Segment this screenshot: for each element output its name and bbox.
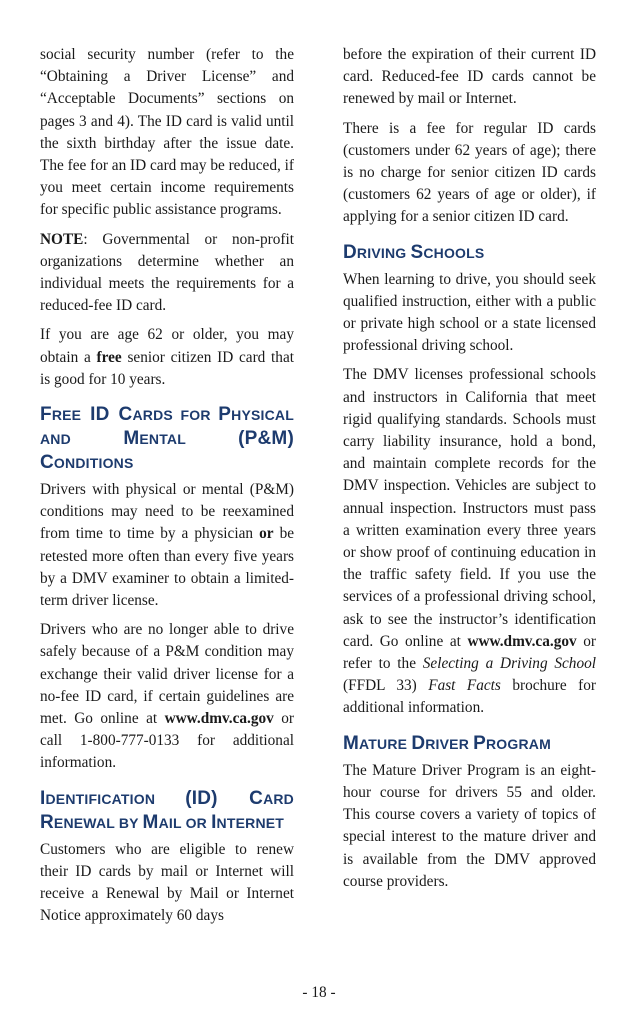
text-run: If you are age 62 or older, you may obtain a — [40, 326, 294, 366]
text-run: or refer to the — [343, 632, 596, 673]
paragraph-qualified-instruction: When learning to drive, you should seek qualified instruction, either with a public or private high school or a state licensed professional driving school. — [343, 270, 596, 355]
heading-mature-driver-program: MATURE DRIVER PROGRAM — [343, 732, 551, 754]
text-run: or call 1-800-777-0133 for additional information. — [40, 710, 294, 772]
paragraph-senior-id — [40, 324, 294, 391]
dmv-website-link[interactable]: www.dmv.ca.gov — [164, 710, 274, 728]
paragraph-id-card-validity: social security number (refer to the “Obtaining a Driver License” and “Acceptable Documents” sections on pages 3 and 4). The ID card is valid until the sixth birthday after the issue date. The fee for an ID card may be reduced, if you meet certain income requirements for specific public assistance programs. — [40, 46, 294, 219]
text-run: (FFDL 33) — [343, 677, 429, 695]
paragraph-pm-exchange — [40, 619, 294, 774]
text-run: be retested more often than every five years by a DMV examiner to obtain a limited-term driver license. — [40, 525, 295, 610]
left-column — [40, 44, 294, 935]
paragraph-renewal-eligibility: Customers who are eligible to renew their ID cards by mail or Internet will receive a Renewal by Mail or Internet Notice approximately 60 days — [40, 840, 294, 925]
page-number: - 18 - — [302, 984, 336, 1001]
bold-free: free — [96, 348, 122, 366]
heading-free-id-cards: FREE ID CARDS FOR PHYSICAL AND MENTAL (P&M) CONDITIONS — [40, 404, 294, 474]
paragraph-mature-driver: The Mature Driver Program is an eight-hour course for drivers 55 and older. This course covers a variety of topics of special interest to the mature driver and is available from the DMV approved course providers. — [343, 761, 596, 890]
bold-or: or — [259, 525, 274, 543]
paragraph-pm-reexam — [40, 479, 294, 612]
paragraph-note — [40, 229, 294, 318]
dmv-website-link[interactable]: www.dmv.ca.gov — [467, 632, 577, 650]
right-column — [343, 44, 596, 900]
heading-driving-schools: DRIVING SCHOOLS — [343, 241, 485, 263]
text-run: brochure for additional information. — [343, 677, 596, 717]
text-run: The DMV licenses professional schools and instructors in California that meet rigid qualifying standards. Schools must carry liability insurance, hold a bond, and maintain complete records for the DMV inspection. Vehicles are subject to annual inspection. Instructors must pass a written examination every three years or show proof of continuing education in the traffic safety field. If you use the services of a professional driving school, ask to see the instructor’s identification card. Go online at — [343, 366, 596, 650]
brochure-title: Selecting a Driving School — [422, 655, 597, 673]
paragraph-renewal-continued: before the expiration of their current ID card. Reduced-fee ID cards cannot be renewed by mail or Internet. — [343, 46, 596, 108]
text-run: senior citizen ID card that is good for 10 years. — [40, 348, 294, 388]
paragraph-dmv-licenses-schools — [343, 364, 596, 719]
text-run: Drivers who are no longer able to drive safely because of a P&M condition may exchange their valid driver license for a no-fee ID card, if certain guidelines are met. Go online at — [40, 621, 294, 728]
note-label: NOTE — [40, 230, 84, 248]
note-text: : Governmental or non-profit organizations determine whether an individual meets the requirements for a reduced-fee ID card. — [40, 230, 294, 315]
brochure-series: Fast Facts — [428, 677, 501, 695]
paragraph-id-fees: There is a fee for regular ID cards (customers under 62 years of age); there is no charge for senior citizen ID cards (customers 62 years of age or older), if applying for a senior citizen ID card. — [343, 119, 596, 226]
text-run: Drivers with physical or mental (P&M) conditions may need to be reexamined from time to time by a physician — [40, 481, 294, 543]
heading-id-card-renewal: IDENTIFICATION (ID) CARD RENEWAL BY MAIL OR INTERNET — [40, 787, 294, 833]
